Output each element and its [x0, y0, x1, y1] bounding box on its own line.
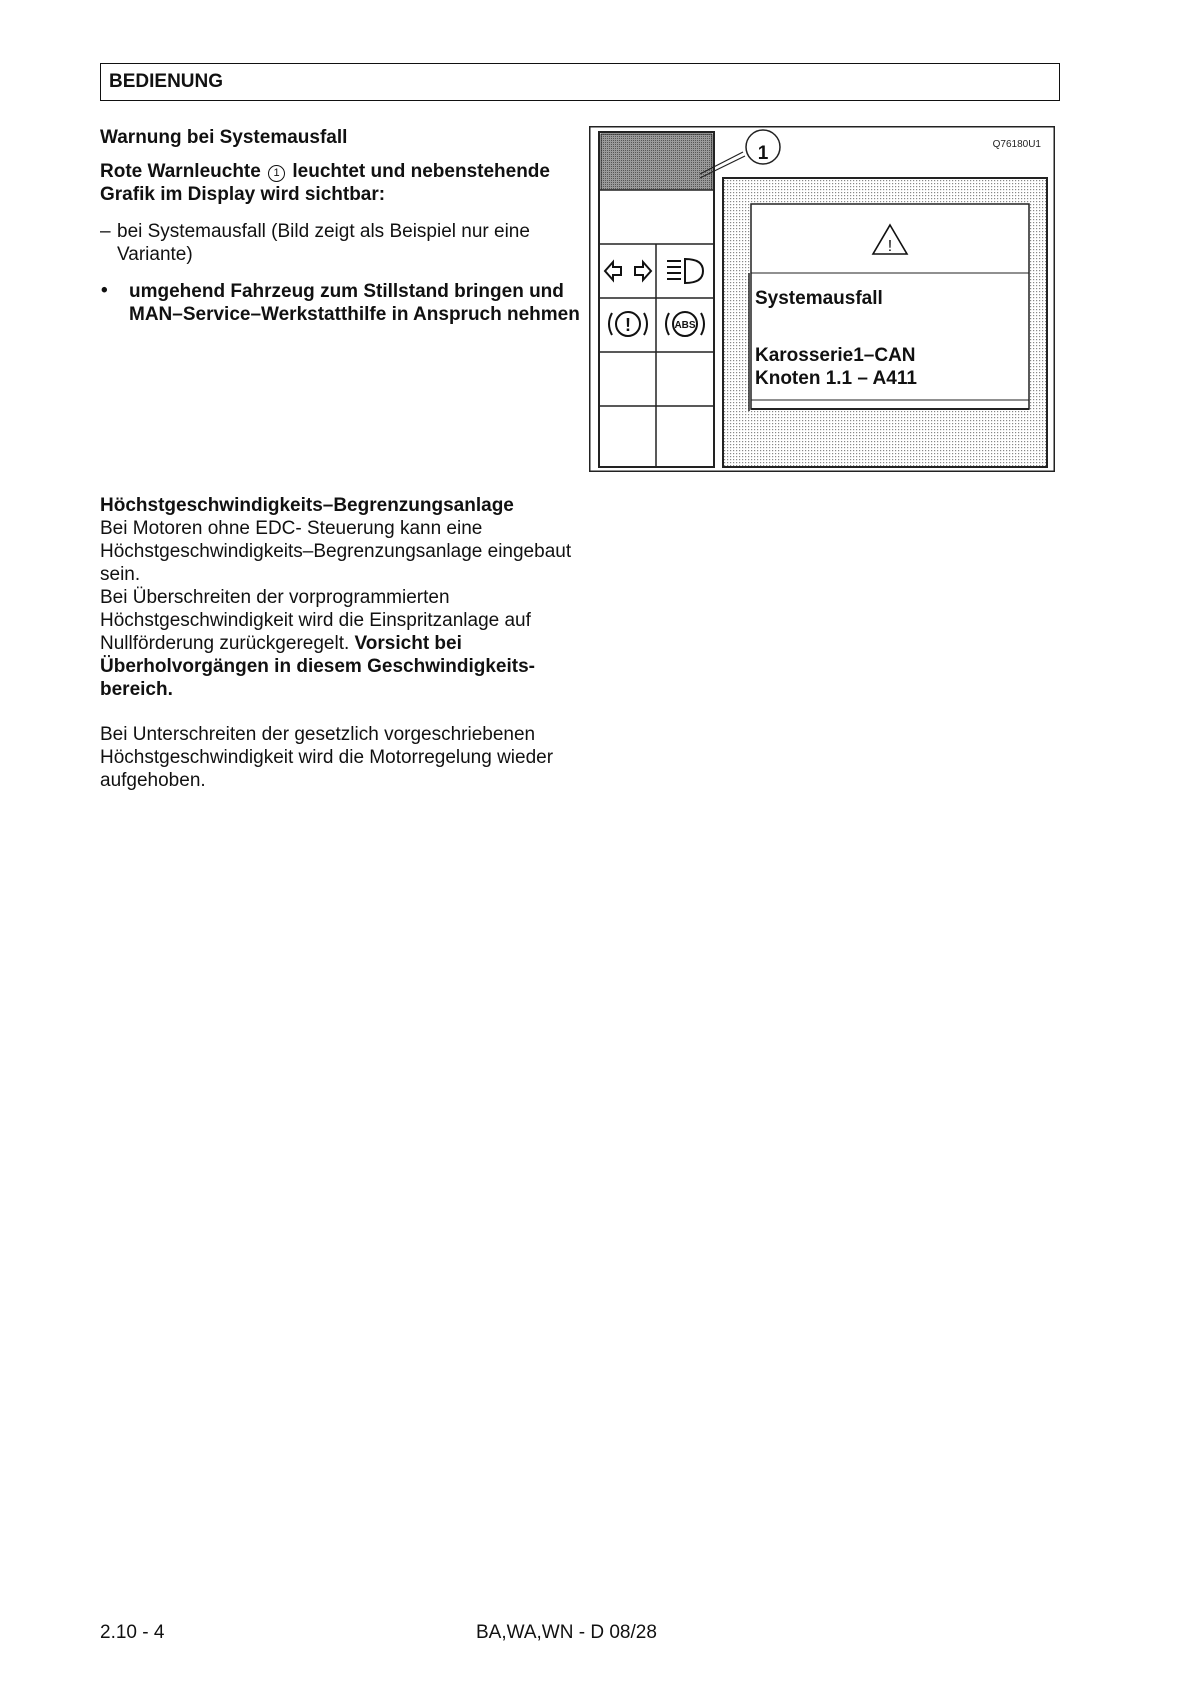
dash-list-item	[100, 220, 580, 266]
abs-label: ABS	[674, 320, 696, 331]
warning-subtitle	[100, 160, 580, 206]
screen-systemausfall: Systemausfall	[755, 288, 883, 309]
warning-subtitle-after: leuchtet und nebenstehende Grafik im Display wird sichtbar:	[100, 161, 550, 205]
bullet-list-item	[100, 280, 580, 326]
warning-title: Warnung bei Systemausfall	[100, 127, 348, 148]
screen-karosserie-can: Karosserie1–CAN	[755, 345, 916, 366]
speed-limiter-section	[100, 494, 580, 701]
speed-limiter-text2: Bei Überschreiten der vorprogrammierten Höchstgeschwindigkeit wird die Einspritzanlage auf Nullförderung zurückgeregelt.	[100, 587, 531, 654]
bullet-item-text: umgehend Fahrzeug zum Stillstand bringen und MAN–Service–Werkstatthilfe in Anspruch nehmen	[129, 281, 580, 325]
warning-subtitle-before: Rote Warnleuchte	[100, 161, 261, 182]
document-code: BA,WA,WN - D 08/28	[476, 1622, 657, 1643]
speed-limiter-text1: Bei Motoren ohne EDC- Steuerung kann eine Höchstgeschwindigkeits–Begrenzungsanlage eingebaut sein.	[100, 518, 572, 585]
page-number: 2.10 - 4	[100, 1622, 165, 1643]
circled-number-1: 1	[268, 165, 285, 182]
speed-below-paragraph: Bei Unterschreiten der gesetzlich vorgeschriebenen Höchstgeschwindigkeit wird die Motorregelung wieder aufgehoben.	[100, 724, 554, 791]
warning-triangle-symbol: !	[887, 238, 893, 255]
callout-number: 1	[757, 143, 769, 164]
section-header: BEDIENUNG	[100, 63, 1060, 101]
speed-limiter-text2-bold: Vorsicht bei Überholvorgängen in diesem Geschwindigkeits- bereich.	[100, 633, 535, 700]
screen-knoten: Knoten 1.1 – A411	[755, 368, 917, 389]
figure-code: Q76180U1	[992, 139, 1041, 150]
dash-mark: –	[100, 221, 111, 242]
brake-symbol: !	[625, 315, 631, 335]
speed-limiter-title: Höchstgeschwindigkeits–Begrenzungsanlage	[100, 495, 514, 516]
dashboard-illustration	[589, 126, 1055, 472]
speed-limiter-text2-paragraph	[100, 586, 580, 701]
bullet-mark: •	[101, 280, 108, 301]
dash-item-text: bei Systemausfall (Bild zeigt als Beispiel nur eine Variante)	[117, 221, 530, 265]
